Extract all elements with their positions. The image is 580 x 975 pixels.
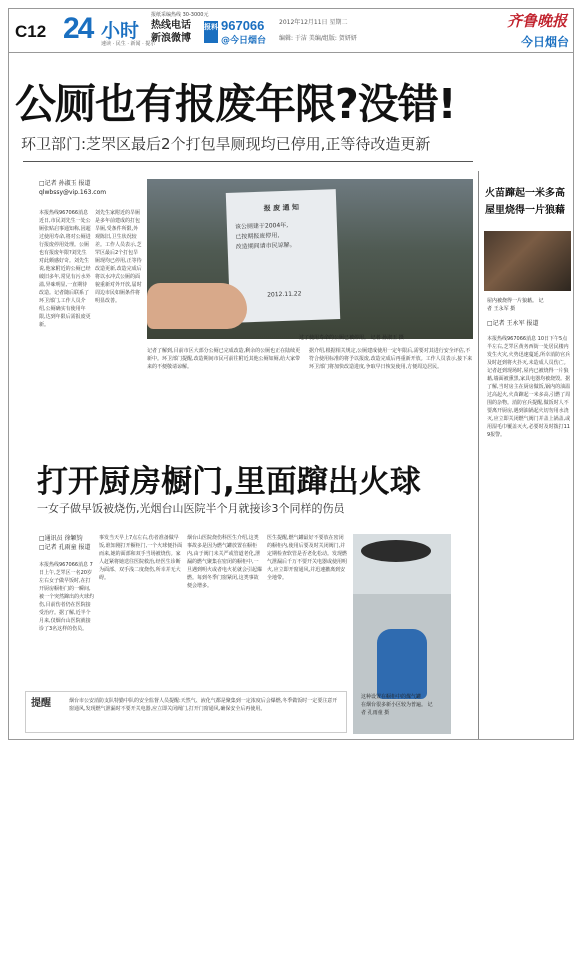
story2-body-col3: 烟台山医院烧伤科医生介绍,这类事故多是因为燃气罐放置在橱柜内,由于阀门未关严或管道老化,泄漏的燃气聚集在密闭的橱柜中,一旦遇到明火或者电火花就会引起爆燃。每到冬季门窗紧闭,这类事故便会增多。 [187,535,263,589]
hotline-label: 热线电话 [151,20,191,31]
hand-image [147,283,247,329]
story2-body-col4: 医生提醒,燃气罐最好不要放在密闭的橱柜内,使用后要及时关闭阀门,并定期检查软管是否老化松动。发现燃气泄漏后千万不要开关电器或使用明火,应立即开窗通风,并迅速撤离到安全地带。 [267,535,347,581]
logo-xiaoshi: 小时 [101,20,140,42]
story2-body-col1: 本报热线967066消息 7日上午,芝罘区一名20岁左右女子做早饭时,在打开厨房橱柜门的一瞬间,被一个突然蹿出的火球灼伤,目前伤者仍在医院接受治疗。据了解,近半个月来,仅烟台山医院就接诊了3名这样的伤员。 [39,562,95,632]
story1-body-col4: 据介绍,根据相关规定,公厕建成使用一定年限后,需要对其进行安全评估,不符合使用标准的将予以报废,改造完成后再重新开放。工作人员表示,接下来环卫部门将加快改造进度,争取早日恢复使用,方便周边居民。 [309,348,473,370]
byline-correspondent: □通讯员 徐颖钧 [39,535,83,542]
logo-24: 24 [63,12,93,45]
page-header [9,9,574,53]
story2-body-col2: 事发当天早上7点左右,伤者准备做早饭,谁知刚打开橱柜门,一个火球便扑面而来,她的面部和双手当场被烧伤。家人赶紧将她送往医院救治,经医生诊断为面部、双手浅二度烧伤,所幸并无大碍。 [99,535,183,581]
story2-subhead: 一女子做早饭被烧伤,光烟台山医院半个月就接诊3个同样的伤员 [37,502,345,515]
caption-line: 者 孔雨童 摄 [361,710,390,716]
caption-line: 在烟台很多新小区较为普遍。 记 [361,702,433,708]
sidebar-body: 本报热线967066消息 10日下午5点半左右,芝罘区黄务西街一处居民楼内发生火灾,火势迅速蔓延,所幸消防官兵及时赶到将火扑灭,未造成人员伤亡。记者赶到现场时,屋内已被烧得一片狼藉,墙面被熏黑,家具电器均被烧毁。据了解,当时房主在厨房做饭,锅内的油温过高起火,火苗蹿起一米多高,引燃了周围的杂物。消防官兵提醒,做饭时人不要离开厨房,遇到油锅起火切勿用水浇灭,应立即关闭燃气阀门并盖上锅盖,或用湿毛巾覆盖灭火,必要时及时拨打119报警。 [487,336,571,438]
notice-line: 已按期报废停用, [235,232,280,241]
story1-photo-notice [147,179,473,339]
byline-reporter: □记者 孔雨童 报道 [39,544,91,551]
notice-date: 2012.11.22 [267,290,302,299]
notice-line: 改造期间请市民谅解。 [235,241,296,251]
caption-line: 者 王永军 摄 [487,306,516,312]
tip-text: 烟台市公安消防支队特勤中队的安全监督人员提醒:天然气、液化气都是聚集到一定浓度后会爆燃,冬季做饭时一定要注意开窗通风,发现燃气泄漏时不要开关电器,应立即关闭阀门,打开门窗通风,确保安全后再使用。 [69,698,338,712]
page-number: C12 [15,22,47,41]
wok-image [361,540,431,562]
section-name: 今日烟台 [520,35,569,49]
sidebar-headline-line: 屋里烧得一片狼藉 [485,205,565,216]
story2-headline: 打开厨房橱门,里面蹿出火球 [37,464,421,500]
story1-subhead: 环卫部门:芝罘区最后2个打包旱厕现均已停用,正等待改造更新 [21,135,431,153]
sidebar-headline [485,185,565,219]
header-top-line: 报纸采编热线 30-3000元 [151,12,209,18]
weibo-label: 新浪微博 [151,33,191,44]
caption-line: 这种设置在橱柜中的煤气罐 [361,694,422,700]
story1-headline: 公厕也有报废年限?没错! [15,80,456,128]
divider [23,161,473,162]
caption-line: 屋内被烧得一片狼藉。 记 [487,298,544,304]
story1-body-col1: 本报热线967066消息 近日,市民刘先生一处公厕张贴启事通知称,因超过使用寿命,将对公厕进行报废停用处理。公厕也有报废年限?刘先生对此颇感好奇。刘先生说,他家附近的公厕已经破旧多年,常见有污水外溢,异味明显,一直期待改造。记者随后联系了环卫部门,工作人员介绍,公厕确实有使用年限,达到年限后需报废更新。 [39,210,91,328]
notice-body [235,219,338,253]
story1-body-col2: 刘先生家附近的旱厕是多年前建成的打包旱厕,受条件所限,外观陈旧,卫生状况较差。工作人员表示,芝罘区最后2个打包旱厕现均已停用,正等待改造更新,改造完成后将以水冲式公厕的面貌重新对外开放,届时周边市民如厕条件将明显改善。 [95,210,142,304]
tip-label: 提醒 [31,698,51,709]
notice-title: 报 废 通 知 [263,203,300,213]
logo-subtitle: 速读 · 民生 · 新闻 · 提示 [101,41,156,47]
notice-line: 该公厕建于2004年, [234,221,289,231]
hotline-number: 967066 [221,18,265,33]
weibo-handle: @今日烟台 [221,36,267,46]
story1-body-col3: 记者了解到,目前市区大部分公厕已完成改造,剩余的公厕也正在陆续更新中。环卫部门提醒,改造期间市民可前往附近其他公厕如厕,给大家带来的不便敬请谅解。 [147,348,301,370]
story1-byline [39,179,106,197]
newspaper-brand-logo: 齐鲁晚报 [506,12,567,30]
sidebar-headline-line: 火苗蹿起一米多高 [485,188,565,199]
issue-date: 2012年12月11日 星期二 [279,19,348,26]
story1-photo-caption: 过了使用寿命的公厕已被停用。 记者 孙淑玉 摄 [299,335,404,341]
newspaper-page [8,8,574,740]
editor-credits: 编辑: 于洁 美编/组版: 贺妍妍 [279,35,357,42]
gas-tank-image [377,629,427,699]
sidebar-photo-fire [484,231,571,291]
hotline-labels [151,19,191,45]
tipoff-badge: 报料 [204,21,218,43]
story2-byline [39,534,90,552]
sidebar-byline: □记者 王永军 报道 [487,320,539,327]
sidebar-photo-caption [487,297,544,313]
story2-photo-caption [361,693,433,717]
byline-email: qlwbssy@vip.163.com [39,189,107,196]
byline-reporter: □记者 孙淑玉 报道 [39,180,91,187]
